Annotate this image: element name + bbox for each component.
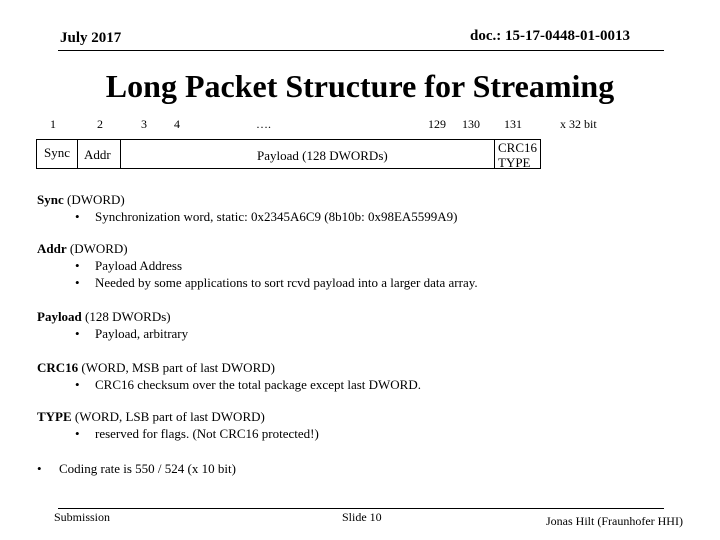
word-number: 129 (428, 117, 446, 131)
word-number: 2 (97, 117, 103, 131)
bullet-text: Payload Address (95, 258, 183, 273)
crc-type-field (495, 140, 540, 168)
bullet-text: CRC16 checksum over the total package except last DWORD. (95, 377, 421, 392)
bullet-glyph: • (37, 461, 42, 476)
payload-field (121, 140, 495, 168)
type-field-label: TYPE (498, 155, 531, 168)
section-payload (37, 308, 188, 342)
bullet-item (37, 325, 188, 342)
sync-field-label: Sync (44, 145, 70, 160)
header-rule (58, 50, 664, 51)
bullet-item (37, 257, 478, 274)
word-number: 4 (174, 117, 180, 131)
bullet-text: Needed by some applications to sort rcvd payload into a larger data array. (95, 275, 478, 290)
sync-field (37, 140, 78, 168)
addr-field (78, 140, 121, 168)
bullet-item (37, 208, 458, 225)
footer-author: Jonas Hilt (Fraunhofer HHI) (546, 514, 683, 528)
bullet-item (37, 425, 319, 442)
packet-diagram (36, 139, 541, 169)
crc-field-label: CRC16 (498, 140, 538, 155)
section-term: Sync (37, 192, 64, 207)
footer-rule (58, 508, 664, 509)
coding-rate-text: Coding rate is 550 / 524 (x 10 bit) (59, 461, 236, 476)
section-desc: (WORD, LSB part of last DWORD) (71, 409, 265, 424)
payload-field-label: Payload (128 DWORDs) (257, 148, 388, 163)
section-type (37, 408, 319, 442)
section-desc: (DWORD) (66, 241, 128, 256)
section-desc: (128 DWORDs) (81, 309, 171, 324)
word-number: 3 (141, 117, 147, 131)
coding-rate-item (37, 460, 236, 477)
section-desc: (DWORD) (63, 192, 125, 207)
section-desc: (WORD, MSB part of last DWORD) (78, 360, 275, 375)
section-addr (37, 240, 478, 291)
footer-slide-number: Slide 10 (342, 510, 382, 524)
header-doc-id: doc.: 15-17-0448-01-0013 (470, 28, 630, 44)
word-number: …. (256, 117, 271, 131)
bullet-glyph: • (75, 275, 80, 290)
section-crc16 (37, 359, 421, 393)
bit-width-label: x 32 bit (560, 117, 597, 131)
bullet-glyph: • (75, 377, 80, 392)
bullet-item (37, 274, 478, 291)
header-date: July 2017 (60, 30, 122, 46)
section-term: Payload (37, 309, 82, 324)
word-number: 130 (462, 117, 480, 131)
bullet-glyph: • (75, 209, 80, 224)
section-sync (37, 191, 458, 225)
bullet-item (37, 376, 421, 393)
section-term: TYPE (37, 409, 72, 424)
word-number: 1 (50, 117, 56, 131)
bullet-text: Synchronization word, static: 0x2345A6C9 (8b10b: 0x98EA5599A9) (95, 209, 458, 224)
bullet-text: Payload, arbitrary (95, 326, 189, 341)
section-term: CRC16 (37, 360, 79, 375)
section-term: Addr (37, 241, 67, 256)
bullet-glyph: • (75, 426, 80, 441)
bullet-glyph: • (75, 258, 80, 273)
word-number: 131 (504, 117, 522, 131)
slide-title: Long Packet Structure for Streaming (105, 68, 615, 104)
bullet-text: reserved for flags. (Not CRC16 protected!) (95, 426, 319, 441)
addr-field-label: Addr (84, 147, 111, 162)
footer-submission: Submission (54, 510, 111, 524)
bullet-glyph: • (75, 326, 80, 341)
